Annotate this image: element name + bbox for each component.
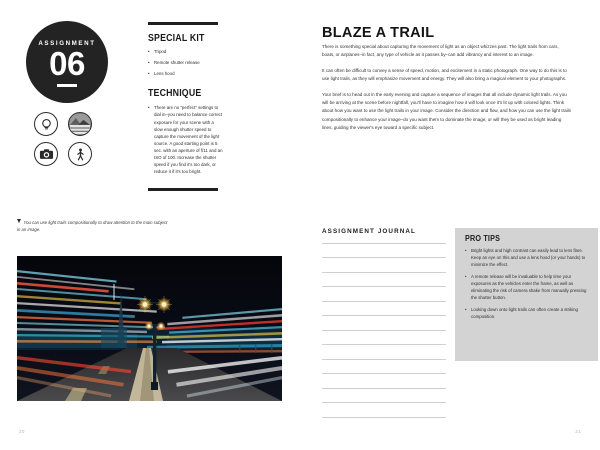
technique-title: TECHNIQUE (148, 88, 202, 100)
list-item: • There are no "perfect" settings to dial in–you need to balance correct exposure for your scene with a slow enough shutter speed to capture the movement of the light source. A good starting point is 5 sec. with an aperture of f/11 and an ISO of 100. Increase the shutter speed if you find it's too dark, or reduce it if it's too bright. (148, 104, 223, 175)
journal-line[interactable] (322, 388, 446, 389)
top-rule (148, 22, 218, 25)
journal-line[interactable] (322, 257, 446, 258)
journal-line[interactable] (322, 315, 446, 316)
journal-line[interactable] (322, 330, 446, 331)
list-item: • Remote shutter release (148, 60, 223, 67)
assignment-badge-dash (57, 84, 77, 87)
pro-tips-title: PRO TIPS (465, 234, 501, 243)
left-text-column (148, 22, 223, 176)
list-item: • Bright lights and high contrast can easily lead to lens flare. Keep an eye on this and use a lens hood (or your hands) to minimize the effect. (465, 247, 587, 268)
page-number-right: 21 (575, 429, 581, 434)
landscape-scene-icon (68, 112, 92, 136)
journal-line[interactable] (322, 272, 446, 273)
icon-cluster (34, 112, 102, 172)
journal-line[interactable] (322, 286, 446, 287)
assignment-badge-word: ASSIGNMENT (38, 40, 96, 48)
person-walking-icon (68, 142, 92, 166)
journal-line[interactable] (322, 402, 446, 403)
caption-triangle-icon (17, 219, 21, 223)
list-item: • Tripod (148, 49, 223, 56)
journal-line[interactable] (322, 301, 446, 302)
page-title: BLAZE A TRAIL (322, 25, 435, 41)
article-paragraph: Your brief is to head out in the early evening and capture a sequence of images that all include dynamic light trails. As you will be arriving at the scene before nightfall, you'll have to imagine how it will look once it's lit up with colored lights. Think about how you want to use the light trails in your image. Consider the direction and flow, and how you can use the light trails compositionally to enhance your image–do you want them to dominate the image, or will they be used as bright leading lines, guiding the viewer's eye toward a specific subject. (322, 92, 571, 130)
light-trails-photo (17, 256, 282, 401)
journal-line[interactable] (322, 417, 446, 418)
special-kit-list (148, 49, 223, 78)
list-item: • Looking down onto light trails can often create a striking composition. (465, 306, 587, 320)
assignment-badge (26, 21, 108, 103)
assignment-journal-title: ASSIGNMENT JOURNAL (322, 228, 416, 235)
right-page (300, 0, 600, 450)
article-body (322, 43, 572, 140)
list-item: • Lens hood (148, 71, 223, 78)
pro-tips-box (455, 228, 598, 361)
camera-icon (34, 142, 58, 166)
list-item: • A remote release will be invaluable to help time your exposures as the vehicles enter the frame, as well as eliminating the risk of camera shake from manually pressing the shutter button. (465, 273, 587, 301)
article-paragraph: It can often be difficult to convey a sense of speed, motion, and excitement in a static photograph. One way to do this is to use light trails, as they will emphasize movement and energy. They will also bring a magical element to your photographs. (322, 68, 567, 82)
pro-tips-list (455, 247, 598, 320)
journal-line[interactable] (322, 373, 446, 374)
photo-caption (17, 219, 169, 234)
bottom-rule (148, 188, 218, 191)
technique-list (148, 104, 223, 175)
journal-line[interactable] (322, 243, 446, 244)
journal-line[interactable] (322, 344, 446, 345)
article-paragraph: There is something special about capturing the movement of light as an object whizzes past. The light trails from cars, boats, or airplanes–in fact, any type of vehicle as it passes by–can add vibrancy and interest to an image. (322, 44, 559, 58)
journal-line[interactable] (322, 359, 446, 360)
special-kit-title: SPECIAL KIT (148, 33, 205, 45)
assignment-badge-number: 06 (49, 45, 85, 83)
lightbulb-icon (34, 112, 58, 136)
caption-text: You can use light trails compositionally to draw attention to the main subject in an image. (17, 220, 168, 232)
page-number-left: 20 (19, 429, 25, 434)
assignment-journal-lines[interactable] (322, 243, 446, 431)
